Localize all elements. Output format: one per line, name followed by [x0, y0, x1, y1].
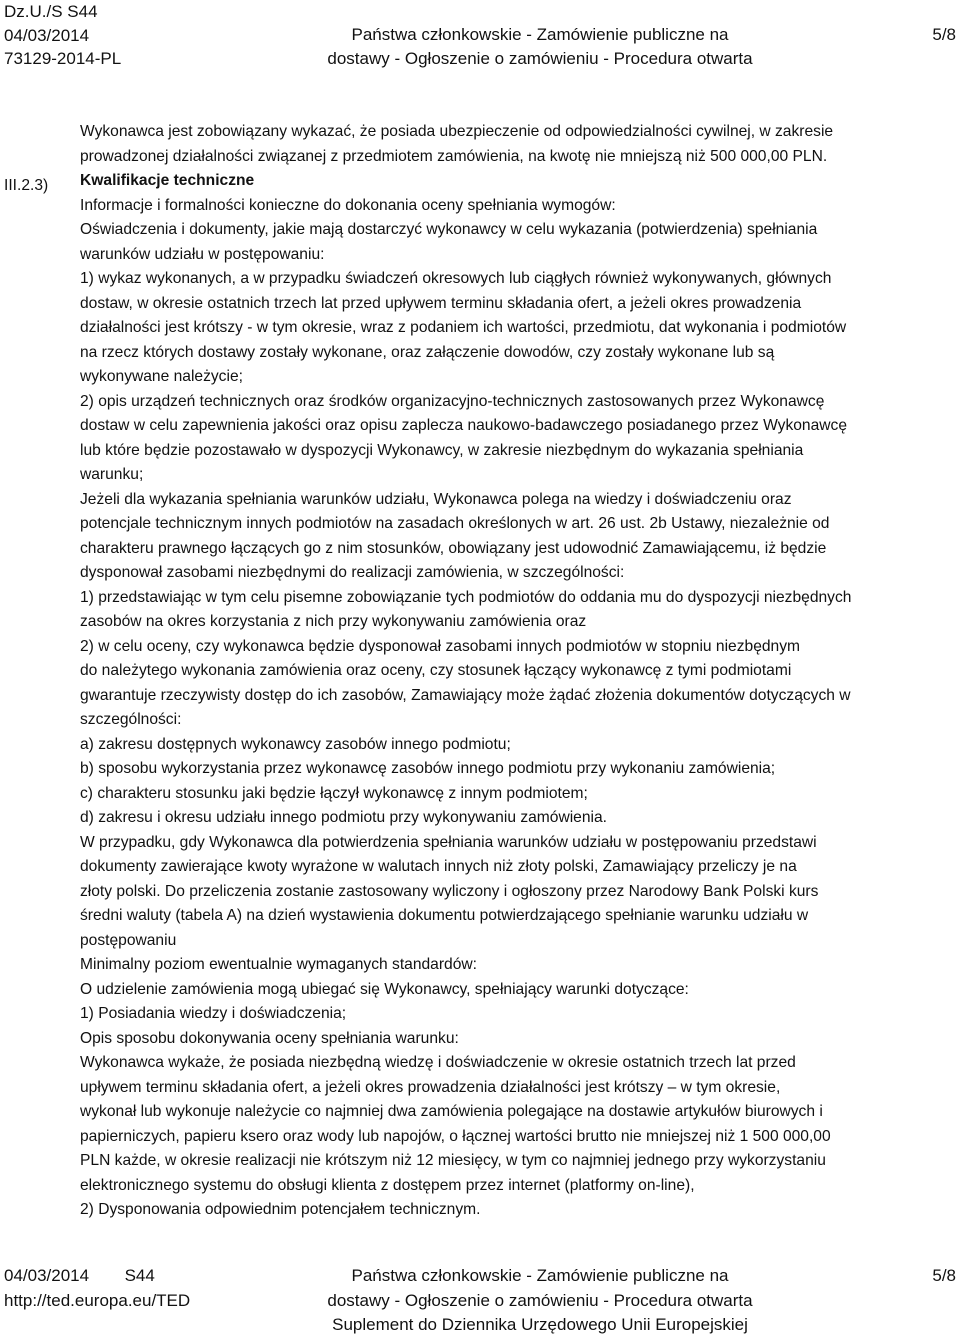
text-line: wykonał lub wykonuje należycie co najmniej dwa zamówienia polegające na dostawie artykułów biurowych i [80, 1103, 823, 1120]
footer-url: http://ted.europa.eu/TED [4, 1290, 191, 1310]
text-line: PLN każde, w okresie realizacji nie krótszym niż 12 miesięcy, w tym co najmniej jednego przy wykorzystaniu [80, 1152, 826, 1169]
journal-reference: Dz.U./S S44 [4, 2, 98, 21]
header-title [320, 23, 760, 70]
text-line: 1) Posiadania wiedzy i doświadczenia; [80, 1005, 347, 1022]
text-line: d) zakresu i okresu udziału innego podmiotu przy wykonywaniu zamówienia. [80, 809, 607, 826]
text-line: Wykonawca wykaże, że posiada niezbędną wiedzę i doświadczenie w okresie ostatnich trzech lat przed [80, 1054, 796, 1071]
text-line: Opis sposobu dokonywania oceny spełniania warunku: [80, 1029, 459, 1047]
text-line: do należytego wykonania zamówienia oraz oceny, czy stosunek łączący wykonawcę z tymi podmiotami [80, 662, 792, 679]
text-line: na rzecz których dostawy zostały wykonane, oraz załączenie dowodów, czy zostały wykonane lub są [80, 343, 775, 361]
text-line: zasobów na okres korzystania z nich przy wykonywaniu zamówienia oraz [80, 613, 587, 630]
text-line: 2) opis urządzeń technicznych oraz środków organizacyjno-technicznych zastosowanych przez Wykonawcę [80, 392, 825, 410]
text-line: potencjale technicznym innych podmiotów na zasadach określonych w art. 26 ust. 2b Ustawy, niezależnie od [80, 515, 830, 532]
text-line: średni waluty (tabela A) na dzień wystawienia dokumentu potwierdzającego spełnianie warunku udziału w [80, 907, 809, 924]
text-line: Jeżeli dla wykazania spełniania warunków udziału, Wykonawca polega na wiedzy i doświadczeniu oraz [80, 490, 792, 508]
text-line: warunku; [80, 466, 144, 483]
text-line: 2) Dysponowania odpowiednim potencjałem technicznym. [80, 1201, 481, 1218]
section-number: III.2.3) [4, 177, 49, 194]
section-title: Kwalifikacje techniczne [80, 172, 255, 189]
section-content [80, 194, 960, 1223]
text-line: papierniczych, papieru ksero oraz wody lub napojów, o łącznej wartości brutto nie mniejszej niż 1 500 000,00 [80, 1127, 831, 1145]
footer-title [300, 1264, 780, 1338]
text-line: dysponował zasobami niezbędnymi do realizacji zamówienia, w szczególności: [80, 564, 625, 581]
notice-body [80, 120, 960, 1223]
text-line: dostaw w celu zapewnienia jakości oraz opisu zaplecza naukowo-badawczego posiadanego przez Wykonawcę [80, 417, 847, 434]
footer-title-line: Suplement do Dziennika Urzędowego Unii Europejskiej [332, 1315, 748, 1334]
text-line: postępowaniu [80, 931, 177, 949]
text-line: Oświadczenia i dokumenty, jakie mają dostarczyć wykonawcy w celu wykazania (potwierdzenia) spełniania [80, 221, 818, 238]
text-line: warunków udziału w postępowaniu: [80, 245, 325, 263]
text-line: 1) wykaz wykonanych, a w przypadku świadczeń okresowych lub ciągłych również wykonywanych, głównych [80, 270, 832, 287]
text-line: szczególności: [80, 711, 182, 728]
text-line: O udzielenie zamówienia mogą ubiegać się Wykonawcy, spełniający warunki dotyczące: [80, 980, 689, 998]
text-line: lub które będzie pozostawało w dyspozycji Wykonawcy, w zakresie niezbędnym do wykazania spełniania [80, 441, 804, 459]
text-line: gwarantuje rzeczywisty dostęp do ich zasobów, Zamawiający może żądać złożenia dokumentów dotyczących w [80, 686, 851, 704]
header-title-line: dostawy - Ogłoszenie o zamówieniu - Procedura otwarta [327, 48, 753, 68]
text-line: c) charakteru stosunku jaki będzie łączył wykonawcę z innym podmiotem; [80, 784, 588, 802]
footer-series: S44 [124, 1266, 155, 1285]
footer-title-line: dostawy - Ogłoszenie o zamówieniu - Procedura otwarta [327, 1290, 753, 1310]
header-reference [4, 0, 121, 71]
text-line: charakteru prawnego łączących go z nim stosunków, obowiązany jest udowodnić Zamawiającemu, iż będzie [80, 539, 827, 557]
text-line: b) sposobu wykorzystania przez wykonawcę zasobów innego podmiotu przy wykonaniu zamówienia; [80, 760, 776, 777]
text-line: upływem terminu składania ofert, a jeżeli okres prowadzenia działalności jest krótszy – w tym okresie, [80, 1078, 781, 1096]
header-title-line: Państwa członkowskie - Zamówienie publiczne na [351, 25, 729, 44]
text-line: a) zakresu dostępnych wykonawcy zasobów innego podmiotu; [80, 735, 511, 753]
text-line: złoty polski. Do przeliczenia zostanie zastosowany wyliczony i ogłoszony przez Narodowy Bank Polski kurs [80, 882, 819, 900]
text-line: wykonywane należycie; [80, 368, 243, 385]
text-line: 2) w celu oceny, czy wykonawca będzie dysponował zasobami innych podmiotów w stopniu niezbędnym [80, 637, 800, 655]
text-line: elektronicznego systemu do obsługi klienta z dostępem przez internet (platformy on-line), [80, 1176, 695, 1194]
footer-page-number: 5/8 [932, 1266, 956, 1285]
footer-title-line: Państwa członkowskie - Zamówienie publiczne na [351, 1266, 729, 1285]
header-page-number: 5/8 [932, 25, 956, 44]
text-line: dokumenty zawierające kwoty wyrażone w walutach innych niż złoty polski, Zamawiający przeliczy je na [80, 858, 797, 875]
text-line: Minimalny poziom ewentualnie wymaganych standardów: [80, 956, 477, 973]
text-line: 1) przedstawiając w tym celu pisemne zobowiązanie tych podmiotów do oddania mu do dyspozycji niezbędnych [80, 588, 852, 606]
intro-line: prowadzonej działalności związanej z przedmiotem zamówienia, na kwotę nie mniejszą niż 500 000,00 PLN. [80, 147, 828, 165]
notice-number: 73129-2014-PL [4, 49, 122, 68]
text-line: W przypadku, gdy Wykonawca dla potwierdzenia spełniania warunków udziału w postępowaniu przedstawi [80, 833, 817, 851]
text-line: Informacje i formalności konieczne do dokonania oceny spełniania wymogów: [80, 196, 616, 214]
intro-line: Wykonawca jest zobowiązany wykazać, że posiada ubezpieczenie od odpowiedzialności cywilnej, w zakresie [80, 123, 834, 140]
footer-date: 04/03/2014 [4, 1266, 90, 1285]
text-line: działalności jest krótszy - w tym okresie, wraz z podaniem ich wartości, przedmiotu, dat wykonania i podmiotów [80, 319, 847, 336]
publication-date: 04/03/2014 [4, 25, 90, 45]
text-line: dostaw, w okresie ostatnich trzech lat przed upływem terminu składania ofert, a jeżeli okres prowadzenia [80, 294, 802, 312]
footer-reference [4, 1264, 190, 1313]
